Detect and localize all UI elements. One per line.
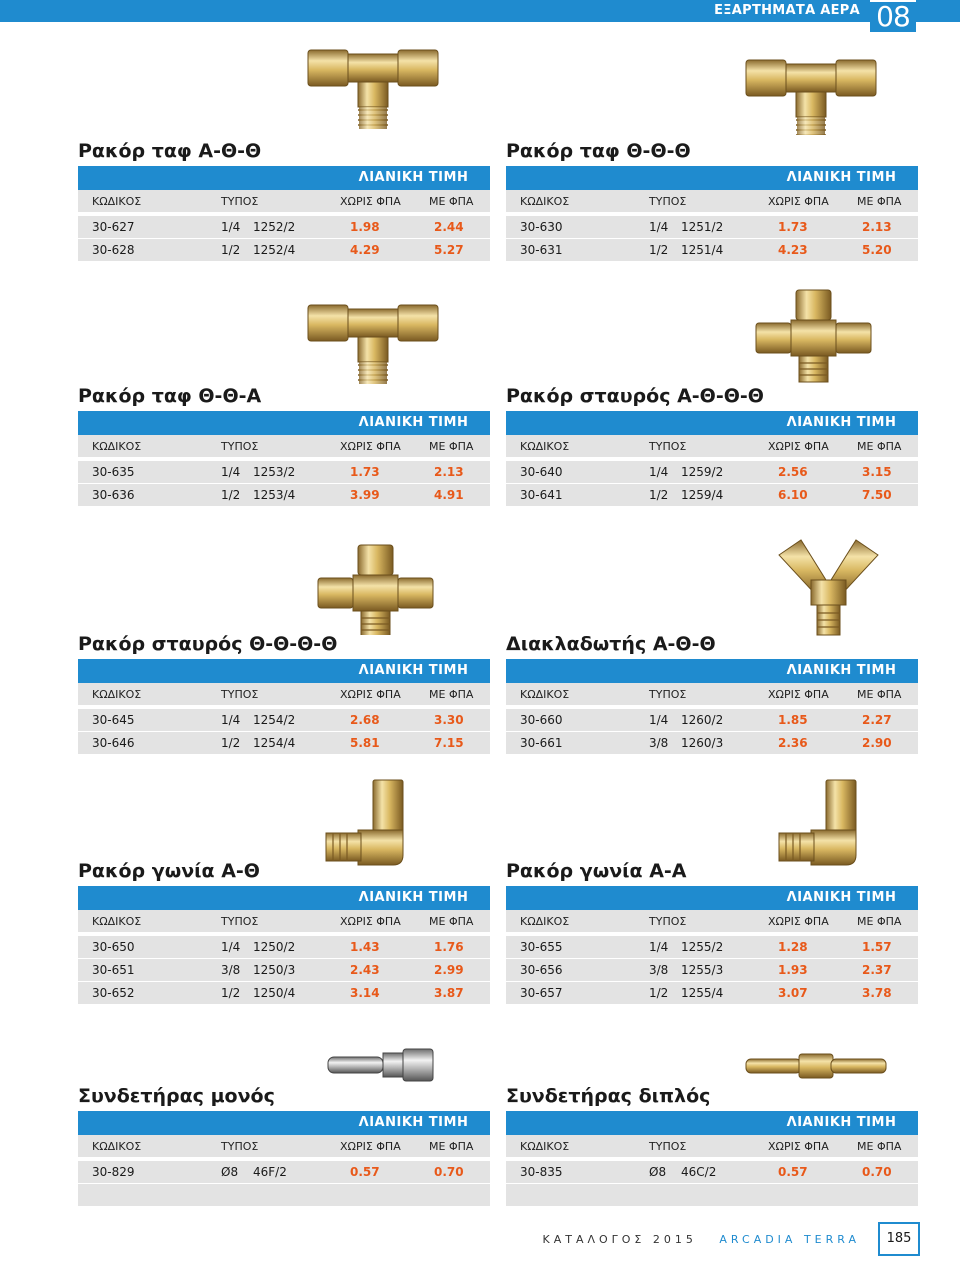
table-row bbox=[78, 1161, 490, 1183]
row-model: 1255/2 bbox=[681, 940, 724, 954]
col-gross: ΜΕ ΦΠΑ bbox=[429, 688, 474, 701]
row-size: 1/4 bbox=[221, 940, 241, 954]
column-headers bbox=[506, 910, 918, 932]
row-gross-price: 1.76 bbox=[434, 940, 464, 954]
col-net: ΧΩΡΙΣ ΦΠΑ bbox=[340, 688, 401, 701]
row-size: 1/2 bbox=[221, 736, 241, 750]
column-headers bbox=[506, 1135, 918, 1157]
row-model: 1250/2 bbox=[253, 940, 296, 954]
price-header-label: ΛΙΑΝΙΚΗ ΤΙΜΗ bbox=[358, 663, 469, 678]
row-size: 1/2 bbox=[221, 986, 241, 1000]
column-headers bbox=[78, 190, 490, 212]
price-header bbox=[506, 659, 918, 683]
row-gross-price: 2.44 bbox=[434, 220, 464, 234]
row-net-price: 3.99 bbox=[350, 488, 380, 502]
section-title: Ρακόρ σταυρός Α-Θ-Θ-Θ bbox=[506, 385, 764, 407]
row-code: 30-636 bbox=[92, 488, 135, 502]
chapter-number: 08 bbox=[870, 2, 916, 32]
row-net-price: 3.14 bbox=[350, 986, 380, 1000]
table-row bbox=[506, 1161, 918, 1183]
table-row bbox=[506, 461, 918, 483]
table-row bbox=[78, 732, 490, 754]
row-size: Ø8 bbox=[649, 1165, 667, 1179]
column-headers bbox=[506, 683, 918, 705]
col-type: ΤΥΠΟΣ bbox=[649, 440, 687, 453]
col-net: ΧΩΡΙΣ ΦΠΑ bbox=[340, 1140, 401, 1153]
tee-fitting-icon bbox=[303, 40, 443, 135]
row-code: 30-652 bbox=[92, 986, 135, 1000]
row-gross-price: 7.15 bbox=[434, 736, 464, 750]
row-gross-price: 7.50 bbox=[862, 488, 892, 502]
row-model: 1259/2 bbox=[681, 465, 724, 479]
row-code: 30-641 bbox=[520, 488, 563, 502]
row-gross-price: 3.30 bbox=[434, 713, 464, 727]
col-code: ΚΩΔΙΚΟΣ bbox=[92, 1140, 142, 1153]
col-code: ΚΩΔΙΚΟΣ bbox=[520, 688, 570, 701]
price-header-label: ΛΙΑΝΙΚΗ ΤΙΜΗ bbox=[358, 1115, 469, 1130]
row-net-price: 0.57 bbox=[778, 1165, 808, 1179]
column-headers bbox=[78, 910, 490, 932]
col-gross: ΜΕ ΦΠΑ bbox=[857, 195, 902, 208]
row-net-price: 1.73 bbox=[350, 465, 380, 479]
row-size: 1/4 bbox=[221, 220, 241, 234]
col-type: ΤΥΠΟΣ bbox=[221, 1140, 259, 1153]
row-model: 46C/2 bbox=[681, 1165, 717, 1179]
col-net: ΧΩΡΙΣ ΦΠΑ bbox=[768, 440, 829, 453]
section-title: Συνδετήρας μονός bbox=[78, 1085, 275, 1107]
header-title: ΕΞΑΡΤΗΜΑΤΑ ΑΕΡΑ bbox=[714, 3, 860, 18]
footer-brand: ARCADIA TERRA bbox=[719, 1233, 860, 1246]
price-header bbox=[506, 411, 918, 435]
row-size: 1/4 bbox=[649, 713, 669, 727]
price-header-label: ΛΙΑΝΙΚΗ ΤΙΜΗ bbox=[786, 170, 897, 185]
price-table bbox=[506, 166, 918, 262]
row-size: 1/2 bbox=[649, 986, 669, 1000]
row-gross-price: 5.20 bbox=[862, 243, 892, 257]
price-header bbox=[78, 659, 490, 683]
section-title: Ρακόρ γωνία Α-Θ bbox=[78, 860, 260, 882]
col-code: ΚΩΔΙΚΟΣ bbox=[92, 195, 142, 208]
product-section bbox=[78, 1040, 490, 1240]
col-type: ΤΥΠΟΣ bbox=[221, 440, 259, 453]
table-row bbox=[78, 936, 490, 958]
col-type: ΤΥΠΟΣ bbox=[221, 195, 259, 208]
row-model: 46F/2 bbox=[253, 1165, 287, 1179]
row-net-price: 2.43 bbox=[350, 963, 380, 977]
price-table bbox=[506, 411, 918, 507]
col-net: ΧΩΡΙΣ ΦΠΑ bbox=[768, 915, 829, 928]
row-code: 30-657 bbox=[520, 986, 563, 1000]
col-net: ΧΩΡΙΣ ΦΠΑ bbox=[340, 195, 401, 208]
row-code: 30-645 bbox=[92, 713, 135, 727]
elbow-fitting-icon bbox=[318, 775, 438, 875]
table-row bbox=[506, 216, 918, 238]
price-header-label: ΛΙΑΝΙΚΗ ΤΙΜΗ bbox=[786, 1115, 897, 1130]
col-net: ΧΩΡΙΣ ΦΠΑ bbox=[768, 195, 829, 208]
table-row bbox=[78, 216, 490, 238]
row-size: 3/8 bbox=[221, 963, 241, 977]
row-model: 1253/4 bbox=[253, 488, 296, 502]
row-gross-price: 2.99 bbox=[434, 963, 464, 977]
footer-catalog: ΚΑΤΑΛΟΓΟΣ 2015 bbox=[542, 1233, 697, 1246]
row-gross-price: 1.57 bbox=[862, 940, 892, 954]
col-gross: ΜΕ ΦΠΑ bbox=[429, 195, 474, 208]
col-gross: ΜΕ ΦΠΑ bbox=[429, 440, 474, 453]
hose-connector-icon bbox=[323, 1045, 438, 1085]
row-gross-price: 3.78 bbox=[862, 986, 892, 1000]
column-headers bbox=[506, 190, 918, 212]
row-code: 30-660 bbox=[520, 713, 563, 727]
product-section bbox=[506, 40, 918, 257]
row-model: 1254/2 bbox=[253, 713, 296, 727]
section-title: Συνδετήρας διπλός bbox=[506, 1085, 711, 1107]
table-row bbox=[506, 936, 918, 958]
price-header-label: ΛΙΑΝΙΚΗ ΤΙΜΗ bbox=[786, 415, 897, 430]
row-model: 1252/4 bbox=[253, 243, 296, 257]
row-size: 1/4 bbox=[221, 713, 241, 727]
row-net-price: 6.10 bbox=[778, 488, 808, 502]
row-size: 1/2 bbox=[649, 243, 669, 257]
row-size: 3/8 bbox=[649, 963, 669, 977]
row-net-price: 3.07 bbox=[778, 986, 808, 1000]
row-size: 1/2 bbox=[221, 488, 241, 502]
table-row bbox=[506, 982, 918, 1004]
product-section bbox=[78, 285, 490, 502]
row-net-price: 1.93 bbox=[778, 963, 808, 977]
price-header-label: ΛΙΑΝΙΚΗ ΤΙΜΗ bbox=[786, 663, 897, 678]
row-net-price: 4.29 bbox=[350, 243, 380, 257]
row-size: Ø8 bbox=[221, 1165, 239, 1179]
page-number-box bbox=[878, 1222, 920, 1256]
row-gross-price: 0.70 bbox=[862, 1165, 892, 1179]
price-table bbox=[78, 659, 490, 755]
row-model: 1255/3 bbox=[681, 963, 724, 977]
footer-text bbox=[542, 1233, 860, 1246]
price-header bbox=[506, 1111, 918, 1135]
row-size: 1/2 bbox=[649, 488, 669, 502]
price-table bbox=[78, 886, 490, 1005]
row-size: 1/4 bbox=[649, 940, 669, 954]
col-gross: ΜΕ ΦΠΑ bbox=[857, 440, 902, 453]
row-gross-price: 3.87 bbox=[434, 986, 464, 1000]
product-section bbox=[506, 1040, 918, 1240]
table-row-empty bbox=[506, 1184, 918, 1206]
row-model: 1259/4 bbox=[681, 488, 724, 502]
section-title: Ρακόρ ταφ Θ-Θ-Θ bbox=[506, 140, 691, 162]
product-section bbox=[506, 285, 918, 502]
col-gross: ΜΕ ΦΠΑ bbox=[857, 688, 902, 701]
section-title: Διακλαδωτής Α-Θ-Θ bbox=[506, 633, 716, 655]
price-table bbox=[506, 1111, 918, 1207]
row-model: 1255/4 bbox=[681, 986, 724, 1000]
y-fitting-icon bbox=[771, 535, 886, 645]
col-code: ΚΩΔΙΚΟΣ bbox=[92, 440, 142, 453]
row-net-price: 5.81 bbox=[350, 736, 380, 750]
row-size: 1/4 bbox=[649, 220, 669, 234]
row-gross-price: 3.15 bbox=[862, 465, 892, 479]
row-code: 30-628 bbox=[92, 243, 135, 257]
price-header bbox=[78, 166, 490, 190]
table-row-empty bbox=[78, 1184, 490, 1206]
table-row bbox=[506, 709, 918, 731]
col-gross: ΜΕ ΦΠΑ bbox=[857, 1140, 902, 1153]
price-header-label: ΛΙΑΝΙΚΗ ΤΙΜΗ bbox=[358, 890, 469, 905]
table-row bbox=[78, 461, 490, 483]
col-gross: ΜΕ ΦΠΑ bbox=[429, 915, 474, 928]
row-code: 30-829 bbox=[92, 1165, 135, 1179]
row-net-price: 1.85 bbox=[778, 713, 808, 727]
row-code: 30-656 bbox=[520, 963, 563, 977]
cross-fitting-icon bbox=[313, 540, 443, 635]
row-size: 1/2 bbox=[221, 243, 241, 257]
price-table bbox=[506, 886, 918, 1005]
section-title: Ρακόρ ταφ Α-Θ-Θ bbox=[78, 140, 262, 162]
price-table bbox=[78, 166, 490, 262]
col-type: ΤΥΠΟΣ bbox=[221, 688, 259, 701]
row-model: 1252/2 bbox=[253, 220, 296, 234]
table-row bbox=[78, 484, 490, 506]
col-gross: ΜΕ ΦΠΑ bbox=[429, 1140, 474, 1153]
price-header bbox=[506, 166, 918, 190]
row-code: 30-635 bbox=[92, 465, 135, 479]
column-headers bbox=[78, 1135, 490, 1157]
row-size: 1/4 bbox=[649, 465, 669, 479]
product-section bbox=[78, 770, 490, 1000]
column-headers bbox=[506, 435, 918, 457]
row-net-price: 1.98 bbox=[350, 220, 380, 234]
price-header bbox=[78, 411, 490, 435]
table-row bbox=[506, 484, 918, 506]
row-net-price: 2.56 bbox=[778, 465, 808, 479]
price-header-label: ΛΙΑΝΙΚΗ ΤΙΜΗ bbox=[786, 890, 897, 905]
row-code: 30-835 bbox=[520, 1165, 563, 1179]
product-section bbox=[506, 535, 918, 750]
price-table bbox=[506, 659, 918, 755]
price-header-label: ΛΙΑΝΙΚΗ ΤΙΜΗ bbox=[358, 170, 469, 185]
col-type: ΤΥΠΟΣ bbox=[221, 915, 259, 928]
section-title: Ρακόρ σταυρός Θ-Θ-Θ-Θ bbox=[78, 633, 338, 655]
page-number: 185 bbox=[886, 1231, 912, 1246]
product-section bbox=[506, 770, 918, 1000]
product-section bbox=[78, 40, 490, 257]
row-code: 30-661 bbox=[520, 736, 563, 750]
top-bar bbox=[0, 0, 960, 33]
row-code: 30-655 bbox=[520, 940, 563, 954]
row-size: 1/4 bbox=[221, 465, 241, 479]
row-code: 30-627 bbox=[92, 220, 135, 234]
elbow-fitting-icon bbox=[771, 775, 871, 875]
row-gross-price: 0.70 bbox=[434, 1165, 464, 1179]
row-net-price: 1.73 bbox=[778, 220, 808, 234]
row-size: 3/8 bbox=[649, 736, 669, 750]
price-header bbox=[78, 1111, 490, 1135]
row-code: 30-651 bbox=[92, 963, 135, 977]
row-gross-price: 4.91 bbox=[434, 488, 464, 502]
col-net: ΧΩΡΙΣ ΦΠΑ bbox=[768, 1140, 829, 1153]
col-net: ΧΩΡΙΣ ΦΠΑ bbox=[340, 440, 401, 453]
row-model: 1250/4 bbox=[253, 986, 296, 1000]
col-code: ΚΩΔΙΚΟΣ bbox=[92, 915, 142, 928]
col-type: ΤΥΠΟΣ bbox=[649, 688, 687, 701]
col-code: ΚΩΔΙΚΟΣ bbox=[520, 195, 570, 208]
col-code: ΚΩΔΙΚΟΣ bbox=[92, 688, 142, 701]
cross-fitting-icon bbox=[751, 285, 876, 390]
table-row bbox=[78, 709, 490, 731]
price-header-label: ΛΙΑΝΙΚΗ ΤΙΜΗ bbox=[358, 415, 469, 430]
row-model: 1260/2 bbox=[681, 713, 724, 727]
row-code: 30-646 bbox=[92, 736, 135, 750]
row-gross-price: 2.13 bbox=[434, 465, 464, 479]
row-net-price: 2.36 bbox=[778, 736, 808, 750]
row-gross-price: 2.37 bbox=[862, 963, 892, 977]
col-code: ΚΩΔΙΚΟΣ bbox=[520, 1140, 570, 1153]
row-gross-price: 2.13 bbox=[862, 220, 892, 234]
price-table bbox=[78, 411, 490, 507]
col-code: ΚΩΔΙΚΟΣ bbox=[520, 440, 570, 453]
col-code: ΚΩΔΙΚΟΣ bbox=[520, 915, 570, 928]
table-row bbox=[506, 239, 918, 261]
row-net-price: 1.28 bbox=[778, 940, 808, 954]
column-headers bbox=[78, 683, 490, 705]
col-type: ΤΥΠΟΣ bbox=[649, 915, 687, 928]
tee-fitting-icon bbox=[741, 50, 891, 135]
double-hose-connector-icon bbox=[741, 1050, 891, 1080]
section-title: Ρακόρ γωνία Α-Α bbox=[506, 860, 687, 882]
col-type: ΤΥΠΟΣ bbox=[649, 195, 687, 208]
row-code: 30-650 bbox=[92, 940, 135, 954]
row-model: 1251/2 bbox=[681, 220, 724, 234]
row-code: 30-640 bbox=[520, 465, 563, 479]
col-gross: ΜΕ ΦΠΑ bbox=[857, 915, 902, 928]
row-code: 30-630 bbox=[520, 220, 563, 234]
price-header bbox=[506, 886, 918, 910]
col-type: ΤΥΠΟΣ bbox=[649, 1140, 687, 1153]
row-model: 1251/4 bbox=[681, 243, 724, 257]
row-net-price: 0.57 bbox=[350, 1165, 380, 1179]
row-model: 1254/4 bbox=[253, 736, 296, 750]
row-gross-price: 5.27 bbox=[434, 243, 464, 257]
table-row bbox=[78, 239, 490, 261]
row-net-price: 1.43 bbox=[350, 940, 380, 954]
section-title: Ρακόρ ταφ Θ-Θ-Α bbox=[78, 385, 262, 407]
table-row bbox=[78, 982, 490, 1004]
row-net-price: 2.68 bbox=[350, 713, 380, 727]
row-gross-price: 2.27 bbox=[862, 713, 892, 727]
tee-fitting-icon bbox=[303, 295, 448, 385]
row-code: 30-631 bbox=[520, 243, 563, 257]
price-table bbox=[78, 1111, 490, 1207]
table-row bbox=[506, 732, 918, 754]
row-model: 1250/3 bbox=[253, 963, 296, 977]
row-model: 1260/3 bbox=[681, 736, 724, 750]
price-header bbox=[78, 886, 490, 910]
column-headers bbox=[78, 435, 490, 457]
table-row bbox=[506, 959, 918, 981]
row-gross-price: 2.90 bbox=[862, 736, 892, 750]
col-net: ΧΩΡΙΣ ΦΠΑ bbox=[768, 688, 829, 701]
row-model: 1253/2 bbox=[253, 465, 296, 479]
row-net-price: 4.23 bbox=[778, 243, 808, 257]
product-section bbox=[78, 535, 490, 750]
table-row bbox=[78, 959, 490, 981]
col-net: ΧΩΡΙΣ ΦΠΑ bbox=[340, 915, 401, 928]
